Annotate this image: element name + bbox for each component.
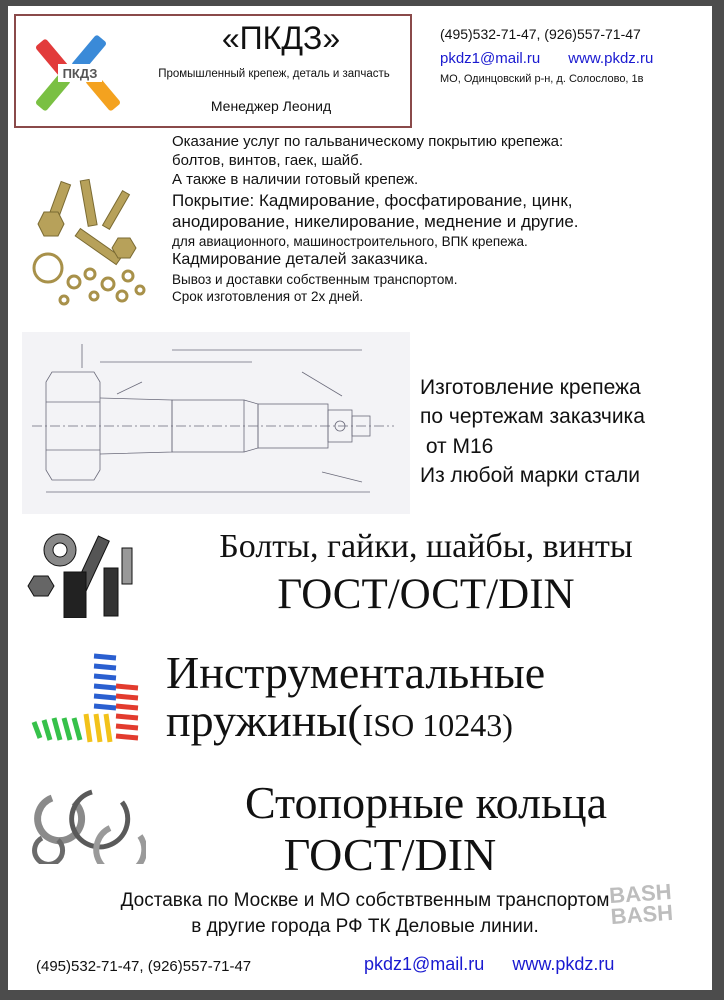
services-text	[172, 132, 702, 305]
services-line: Кадмирование деталей заказчика.	[172, 251, 429, 269]
watermark-line: BASH	[608, 878, 673, 909]
rings-standards: ГОСТ/DIN	[283, 829, 497, 880]
services-line: Покрытие: Кадмирование, фосфатирование, цинк,	[172, 190, 573, 210]
header-phones: (495)532-71-47, (926)557-71-47	[440, 26, 641, 42]
bash-watermark	[608, 878, 674, 930]
bolts-nuts-photo	[26, 528, 146, 618]
custom-line: Из любой марки стали	[420, 464, 640, 488]
services-line: болтов, винтов, гаек, шайб.	[172, 152, 363, 170]
services-line: Вывоз и доставки собственным транспортом.	[172, 271, 458, 287]
custom-manufacturing-text	[420, 373, 710, 491]
services-line: Оказание услуг по гальваническому покрытию крепежа:	[172, 133, 564, 150]
custom-line: по чертежам заказчика	[420, 405, 645, 429]
springs-iso: ISO 10243)	[362, 707, 513, 743]
services-line: для авиационного, машиностроительного, ВПК крепежа.	[172, 234, 528, 250]
technical-drawing	[22, 332, 410, 514]
delivery-text	[20, 888, 710, 939]
springs-photo	[24, 648, 148, 750]
footer-web-links	[364, 954, 642, 975]
springs-word: пружины(	[166, 695, 363, 746]
watermark-line: BASH	[609, 899, 674, 930]
delivery-line: Доставка по Москве и МО собствтвенным транспортом	[120, 890, 610, 911]
company-name: «ПКДЗ»	[221, 20, 341, 56]
bolts-standards: ГОСТ/ОСТ/DIN	[277, 571, 575, 618]
custom-line: от М16	[420, 434, 494, 458]
footer-website-link[interactable]: www.pkdz.ru	[512, 954, 615, 974]
retaining-rings-photo	[22, 778, 146, 864]
springs-standard	[150, 694, 718, 747]
header-website-link[interactable]: www.pkdz.ru	[568, 50, 654, 67]
services-line: Срок изготовления от 2х дней.	[172, 289, 364, 305]
pkdz-logo	[36, 30, 124, 118]
company-tagline: Промышленный крепеж, деталь и запчасть	[158, 68, 390, 80]
footer-phones: (495)532-71-47, (926)557-71-47	[36, 958, 252, 975]
fasteners-photo	[24, 172, 154, 308]
logo-text: ПКДЗ	[62, 66, 98, 81]
header-contacts	[440, 26, 710, 85]
custom-line: Изготовление крепежа	[420, 376, 641, 399]
services-line: А также в наличии готовый крепеж.	[172, 171, 419, 189]
header-web-links	[440, 50, 710, 67]
footer-email-link[interactable]: pkdz1@mail.ru	[364, 954, 485, 974]
bolts-heading: Болты, гайки, шайбы, винты	[219, 528, 633, 565]
rings-heading: Стопорные кольца	[244, 777, 607, 828]
header-email-link[interactable]: pkdz1@mail.ru	[440, 50, 541, 67]
header-logo-box	[14, 14, 412, 128]
header-address: МО, Одинцовский р-н, д. Солослово, 1в	[440, 73, 644, 85]
manager-name: Менеджер Леонид	[210, 98, 332, 114]
springs-heading: Инструментальные	[166, 647, 546, 698]
delivery-line: в другие города РФ ТК Деловые линии.	[191, 915, 539, 937]
services-line: анодирование, никелирование, меднение и другие.	[172, 212, 579, 232]
